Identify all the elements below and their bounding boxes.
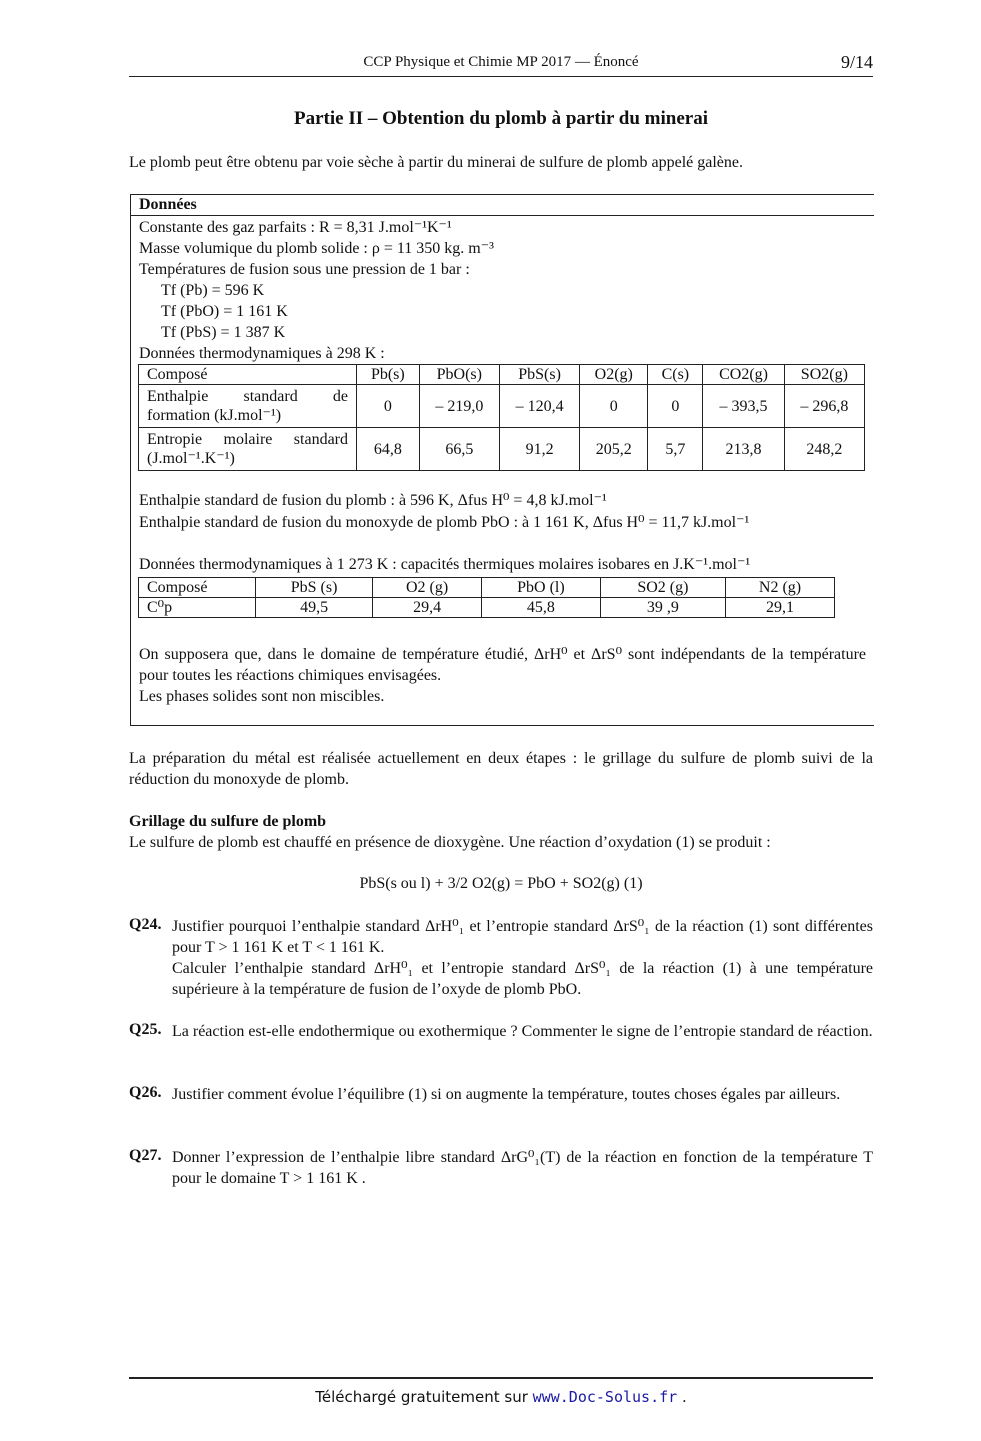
fusion-enthalpy-pbo: Enthalpie standard de fusion du monoxyde de plomb PbO : à 1 161 K, Δfus H⁰ = 11,7 kJ.mol⁻¹ xyxy=(139,514,750,531)
data-box xyxy=(130,194,874,726)
solids-text: Les phases solides sont non miscibles. xyxy=(139,688,385,705)
footer-divider xyxy=(129,1377,873,1379)
table-cell: 5,7 xyxy=(648,428,703,471)
fusion-header: Températures de fusion sous une pression de 1 bar : xyxy=(139,261,470,278)
question-text: Justifier comment évolue l’équilibre (1) si on augmente la température, toutes choses égales par ailleurs. xyxy=(172,1086,841,1103)
row-label: C⁰p xyxy=(139,598,256,618)
table-cell: 29,4 xyxy=(373,598,482,618)
table-header-cell: PbS(s) xyxy=(499,365,579,385)
table-cell: 213,8 xyxy=(703,428,784,471)
heat-capacity-table xyxy=(138,577,835,618)
table-cell: 0 xyxy=(580,385,648,428)
page-header xyxy=(129,52,873,77)
table-row xyxy=(139,385,865,428)
table-header-cell: PbS (s) xyxy=(256,578,373,598)
table-row xyxy=(139,598,835,618)
question-text: Calculer l’enthalpie standard ΔrH⁰₁ et l’entropie standard ΔrS⁰₁ de la réaction (1) à une température supérieure à la température de fusion de l’oxyde de plomb PbO. xyxy=(172,960,873,998)
table-cell: – 296,8 xyxy=(784,385,864,428)
table-header-cell: PbO (l) xyxy=(482,578,601,598)
table-header-cell: SO2 (g) xyxy=(600,578,725,598)
thermo-1273-header: Données thermodynamiques à 1 273 K : capacités thermiques molaires isobares en J.K⁻¹.mol⁻¹ xyxy=(139,556,751,573)
table-header-cell: O2(g) xyxy=(580,365,648,385)
table-header-cell: O2 (g) xyxy=(373,578,482,598)
table-header-cell: Composé xyxy=(139,365,357,385)
question-q26 xyxy=(129,1084,873,1105)
reaction-equation: PbS(s ou l) + 3/2 O2(g) = PbO + SO2(g) (1) xyxy=(359,875,643,892)
question-number: Q25. xyxy=(129,1021,162,1038)
data-box-title: Données xyxy=(139,196,197,213)
density-line: Masse volumique du plomb solide : ρ = 11 350 kg. m⁻³ xyxy=(139,240,494,257)
question-text: La réaction est-elle endothermique ou exothermique ? Commenter le signe de l’entropie standard de réaction. xyxy=(172,1023,873,1040)
table-cell: 45,8 xyxy=(482,598,601,618)
header-title: CCP Physique et Chimie MP 2017 — Énoncé xyxy=(363,54,639,70)
intro-paragraph: Le plomb peut être obtenu par voie sèche à partir du minerai de sulfure de plomb appelé galène. xyxy=(129,154,743,171)
table-cell: 0 xyxy=(648,385,703,428)
question-q25 xyxy=(129,1021,873,1042)
table-header-cell: Pb(s) xyxy=(357,365,420,385)
table-cell: 91,2 xyxy=(499,428,579,471)
table-header-cell: PbO(s) xyxy=(419,365,499,385)
page-number: 9/14 xyxy=(840,52,873,72)
question-text: Justifier pourquoi l’enthalpie standard ΔrH⁰₁ et l’entropie standard ΔrS⁰₁ de la réaction (1) sont différentes pour T > 1 161 K et T < 1 161 K. xyxy=(172,918,873,956)
table-cell: 66,5 xyxy=(419,428,499,471)
divider xyxy=(131,215,874,216)
table-cell: 39 ,9 xyxy=(600,598,725,618)
gas-constant-line: Constante des gaz parfaits : R = 8,31 J.mol⁻¹K⁻¹ xyxy=(139,219,452,236)
footer-link[interactable]: www.Doc-Solus.fr xyxy=(532,1388,678,1406)
row-label: Entropie molaire standard (J.mol⁻¹.K⁻¹) xyxy=(139,428,357,471)
table-header-cell: CO2(g) xyxy=(703,365,784,385)
fusion-pb: Tf (Pb) = 596 K xyxy=(161,282,265,299)
question-number: Q26. xyxy=(129,1084,162,1101)
table-header-row xyxy=(139,365,865,385)
footer xyxy=(129,1388,873,1406)
question-number: Q24. xyxy=(129,916,162,933)
table-header-cell: N2 (g) xyxy=(726,578,835,598)
hypothesis-text: On supposera que, dans le domaine de température étudié, ΔrH⁰ et ΔrS⁰ sont indépendants de la température pour toutes les réactions chimiques envisagées. xyxy=(139,646,866,684)
table-cell: 0 xyxy=(357,385,420,428)
row-label: Enthalpie standard de formation (kJ.mol⁻¹) xyxy=(139,385,357,428)
fusion-enthalpy-pb: Enthalpie standard de fusion du plomb : à 596 K, Δfus H⁰ = 4,8 kJ.mol⁻¹ xyxy=(139,492,607,509)
thermo-298-header: Données thermodynamiques à 298 K : xyxy=(139,345,385,362)
preparation-paragraph: La préparation du métal est réalisée actuellement en deux étapes : le grillage du sulfure de plomb suivi de la réduction du monoxyde de plomb. xyxy=(129,750,873,788)
table-header-cell: Composé xyxy=(139,578,256,598)
section-title: Partie II – Obtention du plomb à partir du minerai xyxy=(294,108,708,129)
table-cell: 29,1 xyxy=(726,598,835,618)
table-cell: – 120,4 xyxy=(499,385,579,428)
question-number: Q27. xyxy=(129,1147,162,1164)
table-header-row xyxy=(139,578,835,598)
question-text: Donner l’expression de l’enthalpie libre standard ΔrG⁰₁(T) de la réaction en fonction de la température T pour le domaine T > 1 161 K . xyxy=(172,1149,873,1187)
table-row xyxy=(139,428,865,471)
table-cell: 64,8 xyxy=(357,428,420,471)
table-header-cell: SO2(g) xyxy=(784,365,864,385)
footer-text: Téléchargé gratuitement sur xyxy=(315,1388,528,1406)
question-q27 xyxy=(129,1147,873,1189)
thermo-298-table xyxy=(138,364,865,471)
table-cell: 248,2 xyxy=(784,428,864,471)
fusion-pbs: Tf (PbS) = 1 387 K xyxy=(161,324,286,341)
footer-end: . xyxy=(681,1388,687,1406)
question-q24 xyxy=(129,916,873,1000)
table-cell: 205,2 xyxy=(580,428,648,471)
table-cell: – 393,5 xyxy=(703,385,784,428)
table-header-cell: C(s) xyxy=(648,365,703,385)
table-cell: 49,5 xyxy=(256,598,373,618)
grillage-text: Le sulfure de plomb est chauffé en présence de dioxygène. Une réaction d’oxydation (1) se produit : xyxy=(129,834,771,851)
table-cell: – 219,0 xyxy=(419,385,499,428)
fusion-pbo: Tf (PbO) = 1 161 K xyxy=(161,303,288,320)
grillage-title: Grillage du sulfure de plomb xyxy=(129,813,327,830)
